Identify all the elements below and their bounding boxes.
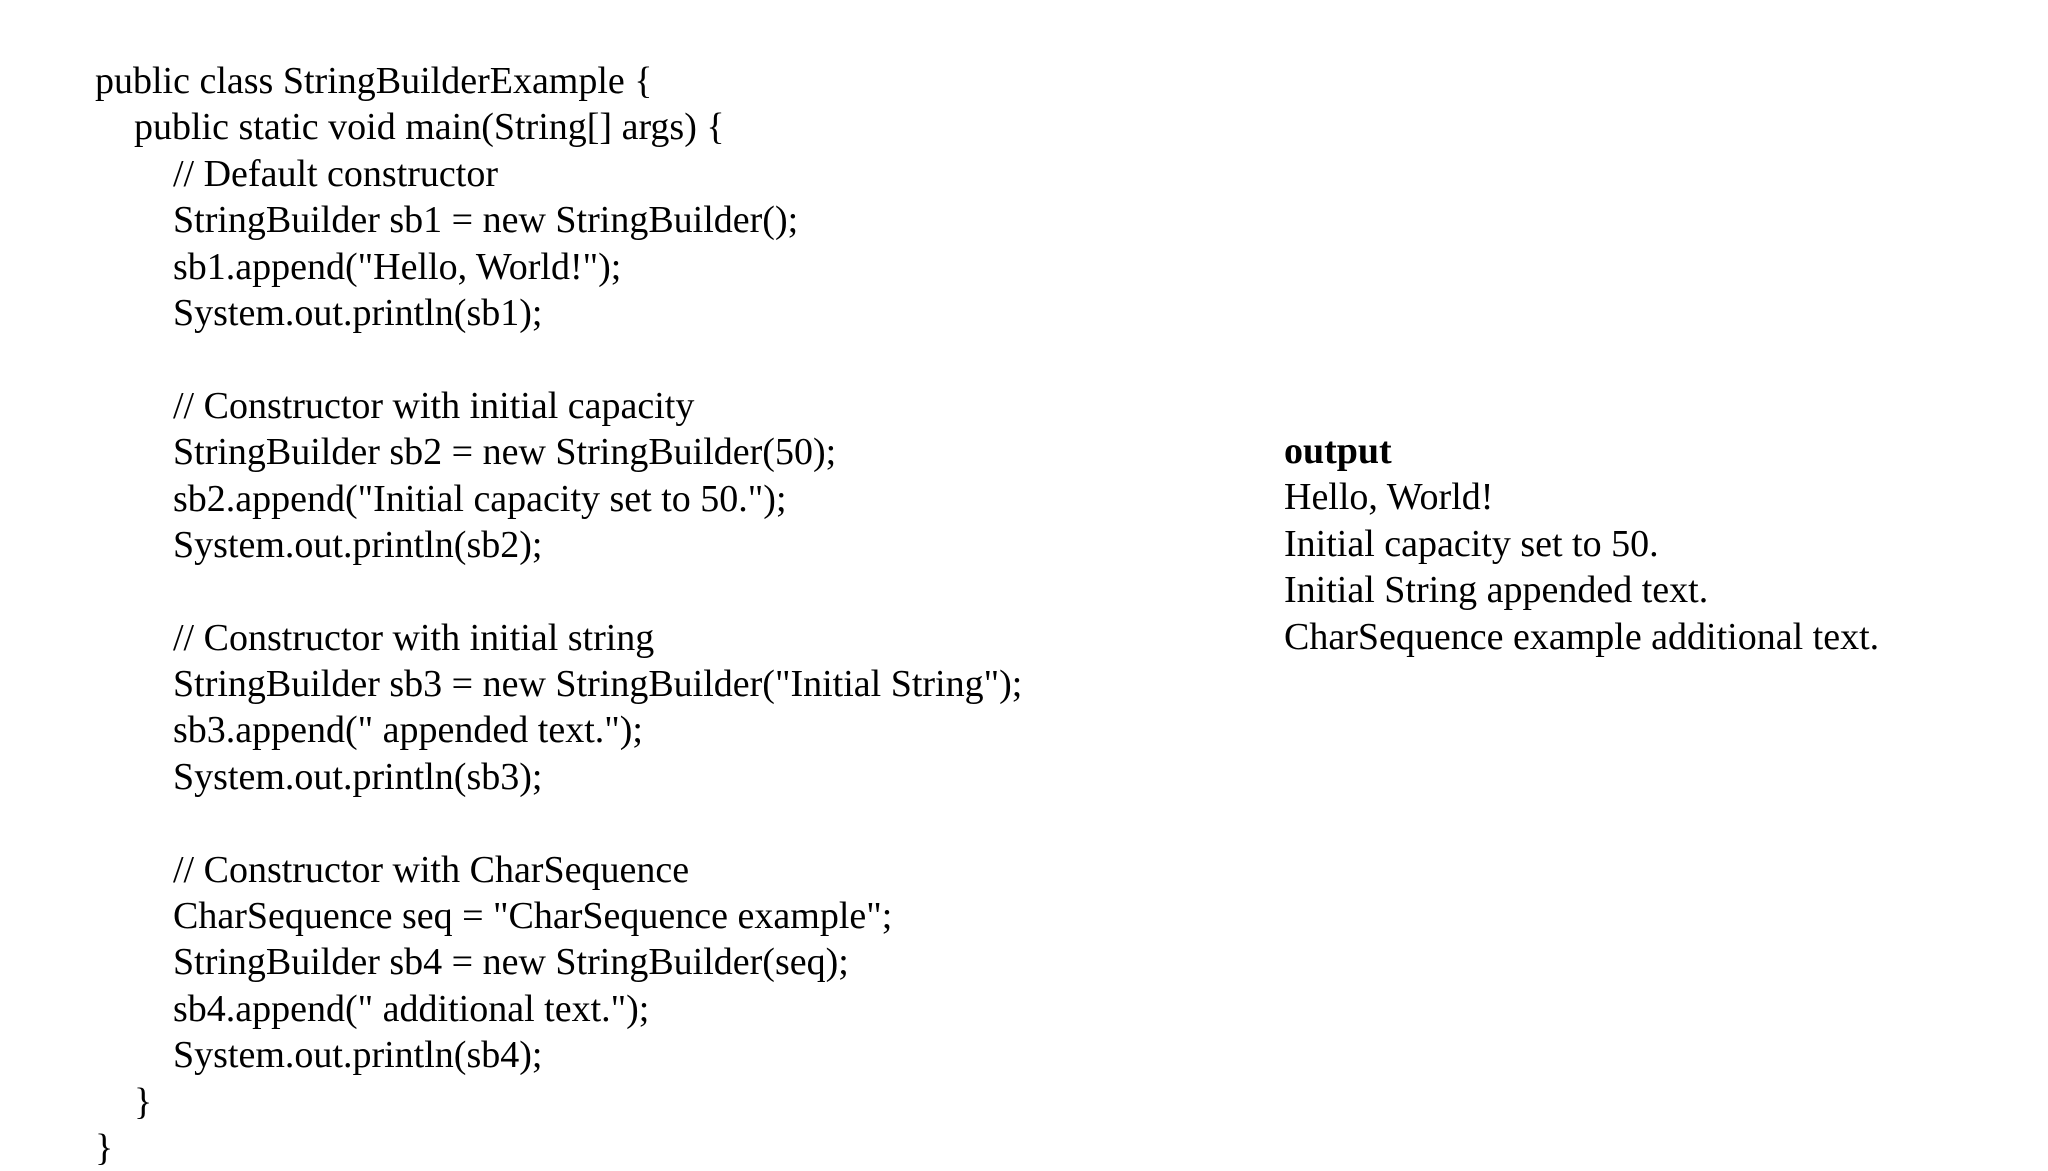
- output-line: Hello, World!: [1284, 476, 1494, 519]
- code-line: sb1.append("Hello, World!");: [173, 245, 622, 288]
- code-block: [95, 58, 1275, 1171]
- code-line: sb2.append("Initial capacity set to 50.");: [173, 477, 787, 520]
- output-title: output: [1284, 430, 1392, 472]
- code-line: StringBuilder sb4 = new StringBuilder(seq);: [173, 941, 849, 984]
- code-line: System.out.println(sb1);: [173, 291, 543, 334]
- output-line: CharSequence example additional text.: [1284, 615, 1880, 658]
- code-comment: // Constructor with initial string: [173, 616, 655, 659]
- code-line: System.out.println(sb3);: [173, 755, 543, 798]
- code-line: StringBuilder sb2 = new StringBuilder(50);: [173, 431, 837, 474]
- code-line: StringBuilder sb1 = new StringBuilder();: [173, 199, 799, 242]
- code-line: public class StringBuilderExample {: [95, 60, 653, 102]
- output-line: Initial String appended text.: [1284, 569, 1709, 612]
- code-line: sb3.append(" appended text.");: [173, 709, 643, 752]
- code-line: CharSequence seq = "CharSequence example";: [173, 895, 893, 938]
- output-panel: [1284, 428, 2024, 660]
- code-comment: // Constructor with initial capacity: [173, 384, 695, 427]
- output-line: Initial capacity set to 50.: [1284, 522, 1659, 565]
- code-line: StringBuilder sb3 = new StringBuilder("Initial String");: [173, 663, 1023, 706]
- code-comment: // Constructor with CharSequence: [173, 848, 690, 891]
- code-comment: // Default constructor: [173, 152, 499, 195]
- code-line: sb4.append(" additional text.");: [173, 987, 650, 1030]
- code-closing-brace: }: [134, 1080, 153, 1123]
- code-line: System.out.println(sb4);: [173, 1034, 543, 1077]
- code-blank-line: [95, 568, 1275, 614]
- code-blank-line: [95, 336, 1275, 382]
- code-line: System.out.println(sb2);: [173, 523, 543, 566]
- code-blank-line: [95, 800, 1275, 846]
- code-closing-brace: }: [95, 1126, 114, 1169]
- code-line: public static void main(String[] args) {: [134, 106, 725, 149]
